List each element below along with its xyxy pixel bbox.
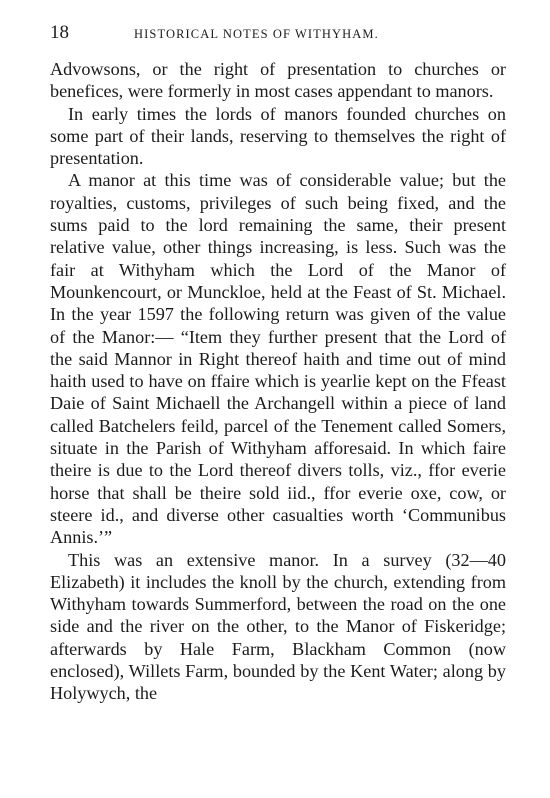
- running-head-title: HISTORICAL NOTES OF WITHYHAM.: [134, 27, 379, 41]
- running-head: [50, 22, 506, 44]
- page-number: 18: [50, 22, 69, 43]
- paragraph-early-times: In early times the lords of manors founded churches on some part of their lands, reserving to themselves the right of presentation.: [50, 103, 506, 169]
- body-text: [50, 58, 506, 705]
- paragraph-manor-value: A manor at this time was of considerable value; but the royalties, customs, privileges of such being fixed, and the sums paid to the lord remaining the same, their present relative value, other things increasing, is less. Such was the fair at Withyham which the Lord of the Manor of Mounkencourt, or Munckloe, held at the Feast of St. Michael. In the year 1597 the following return was given of the value of the Manor:— “Item they further present that the Lord of the said Mannor in Right thereof haith and time out of mind haith used to have on ffaire which is yearlie kept on the Ffeast Daie of Saint Michaell the Archangell within a piece of land called Batchelers feild, parcel of the Tenement called Somers, situate in the Parish of Withyham afforesaid. In which faire theire is due to the Lord thereof divers tolls, viz., ffor everie horse that shall be theire sold iid., ffor everie oxe, cow, or steere id., and diverse other casualties worth ‘Communibus Annis.’”: [50, 170, 506, 548]
- paragraph-extensive-manor: This was an extensive manor. In a survey (32—40 Elizabeth) it includes the knoll by the church, extending from Withyham towards Summerford, between the road on the one side and the river on the other, to the Manor of Fiskeridge; afterwards by Hale Farm, Blackham Common (now enclosed), Willets Farm, bounded by the Kent Water; along by Holywych, the: [50, 549, 506, 704]
- paragraph-advowsons: Advowsons, or the right of presentation to churches or benefices, were formerly in most cases appendant to manors.: [50, 59, 506, 102]
- book-page: [50, 22, 506, 705]
